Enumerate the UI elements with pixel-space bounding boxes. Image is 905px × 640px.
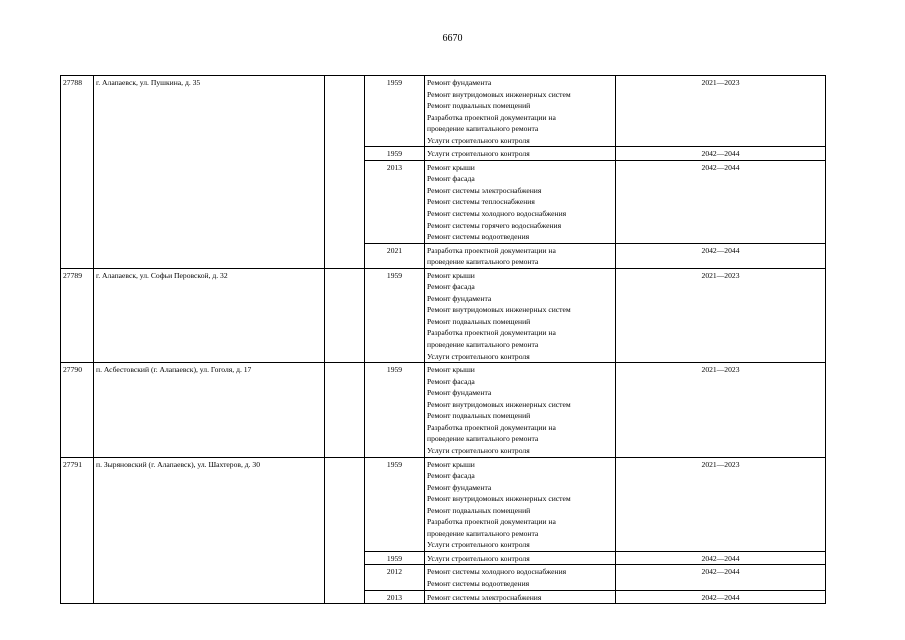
work-item: Ремонт системы холодного водоснабжения xyxy=(427,567,567,577)
year-cell: 1959 xyxy=(365,268,425,362)
period-cell: 2042—2044 xyxy=(616,147,826,161)
empty-cell xyxy=(325,76,365,269)
work-item: Ремонт подвальных помещений xyxy=(427,505,531,515)
work-item: Ремонт фундамента xyxy=(427,293,492,303)
work-item: проведение капитального ремонта xyxy=(427,340,539,350)
works-cell xyxy=(425,590,616,604)
year-cell: 1959 xyxy=(365,147,425,161)
work-item: проведение капитального ремонта xyxy=(427,528,539,538)
work-item: Ремонт системы горячего водоснабжения xyxy=(427,220,562,230)
period-cell: 2021—2023 xyxy=(616,268,826,362)
work-item: Услуги строительного контроля xyxy=(427,135,530,145)
period-cell: 2042—2044 xyxy=(616,565,826,590)
work-item: Ремонт подвальных помещений xyxy=(427,411,531,421)
work-item: Услуги строительного контроля xyxy=(427,351,530,361)
table-row xyxy=(61,76,826,147)
work-item: проведение капитального ремонта xyxy=(427,434,539,444)
work-item: Ремонт фасада xyxy=(427,376,475,386)
table-body xyxy=(61,76,826,604)
work-item: Ремонт фундамента xyxy=(427,78,492,87)
period-cell: 2042—2044 xyxy=(616,551,826,565)
work-item: Разработка проектной документации на xyxy=(427,328,556,338)
work-item: Ремонт внутридомовых инженерных систем xyxy=(427,399,571,409)
work-item: Разработка проектной документации на xyxy=(427,112,556,122)
work-item: Ремонт фасада xyxy=(427,471,475,481)
works-cell xyxy=(425,147,616,161)
work-item: Разработка проектной документации на xyxy=(427,245,556,255)
year-cell: 2013 xyxy=(365,590,425,604)
works-cell xyxy=(425,457,616,551)
period-cell: 2021—2023 xyxy=(616,457,826,551)
work-item: Ремонт крыши xyxy=(427,365,475,375)
works-cell xyxy=(425,551,616,565)
work-item: Услуги строительного контроля xyxy=(427,553,530,563)
year-cell: 2021 xyxy=(365,243,425,268)
address: п. Зыряновский (г. Алапаевск), ул. Шахтеров, д. 30 xyxy=(94,457,325,604)
table-row xyxy=(61,457,826,551)
work-item: Ремонт подвальных помещений xyxy=(427,101,531,111)
works-cell xyxy=(425,565,616,590)
period-cell: 2042—2044 xyxy=(616,243,826,268)
year-cell: 1959 xyxy=(365,457,425,551)
work-item: Ремонт фундамента xyxy=(427,482,492,492)
work-item: Ремонт системы теплоснабжения xyxy=(427,197,535,207)
year-cell: 2012 xyxy=(365,565,425,590)
address: г. Алапаевск, ул. Пушкина, д. 35 xyxy=(94,76,325,269)
work-item: Ремонт крыши xyxy=(427,162,475,172)
page-number: 6670 xyxy=(442,33,463,44)
period-cell: 2021—2023 xyxy=(616,76,826,147)
record-id: 27788 xyxy=(61,76,94,269)
work-item: Ремонт крыши xyxy=(427,270,475,280)
work-item: Услуги строительного контроля xyxy=(427,149,530,159)
work-item: Ремонт крыши xyxy=(427,459,475,469)
record-id: 27790 xyxy=(61,363,94,457)
work-item: Ремонт системы водоотведения xyxy=(427,578,530,588)
work-item: Ремонт внутридомовых инженерных систем xyxy=(427,305,571,315)
work-item: Ремонт системы водоотведения xyxy=(427,232,530,242)
works-cell xyxy=(425,76,616,147)
work-item: Ремонт фундамента xyxy=(427,388,492,398)
table-row xyxy=(61,268,826,362)
empty-cell xyxy=(325,363,365,457)
work-item: Ремонт системы электроснабжения xyxy=(427,185,542,195)
work-item: Ремонт системы электроснабжения xyxy=(427,592,542,602)
empty-cell xyxy=(325,457,365,604)
work-item: проведение капитального ремонта xyxy=(427,257,539,267)
works-cell xyxy=(425,243,616,268)
year-cell: 2013 xyxy=(365,160,425,243)
work-item: Разработка проектной документации на xyxy=(427,517,556,527)
work-item: Ремонт внутридомовых инженерных систем xyxy=(427,89,571,99)
period-cell: 2042—2044 xyxy=(616,160,826,243)
work-item: Ремонт фасада xyxy=(427,174,475,184)
work-item: Ремонт внутридомовых инженерных систем xyxy=(427,494,571,504)
year-cell: 1959 xyxy=(365,363,425,457)
year-cell: 1959 xyxy=(365,551,425,565)
work-item: Ремонт системы холодного водоснабжения xyxy=(427,209,567,219)
work-item: Разработка проектной документации на xyxy=(427,422,556,432)
work-item: Ремонт подвальных помещений xyxy=(427,316,531,326)
address: п. Асбестовский (г. Алапаевск), ул. Гоголя, д. 17 xyxy=(94,363,325,457)
empty-cell xyxy=(325,268,365,362)
works-cell xyxy=(425,363,616,457)
work-item: Ремонт фасада xyxy=(427,282,475,292)
works-cell xyxy=(425,268,616,362)
work-item: Услуги строительного контроля xyxy=(427,445,530,455)
period-cell: 2021—2023 xyxy=(616,363,826,457)
period-cell: 2042—2044 xyxy=(616,590,826,604)
record-id: 27791 xyxy=(61,457,94,604)
address: г. Алапаевск, ул. Софьи Перовской, д. 32 xyxy=(94,268,325,362)
year-cell: 1959 xyxy=(365,76,425,147)
capital-repair-table xyxy=(60,75,826,604)
table-row xyxy=(61,363,826,457)
works-cell xyxy=(425,160,616,243)
work-item: Услуги строительного контроля xyxy=(427,540,530,550)
record-id: 27789 xyxy=(61,268,94,362)
work-item: проведение капитального ремонта xyxy=(427,124,539,134)
